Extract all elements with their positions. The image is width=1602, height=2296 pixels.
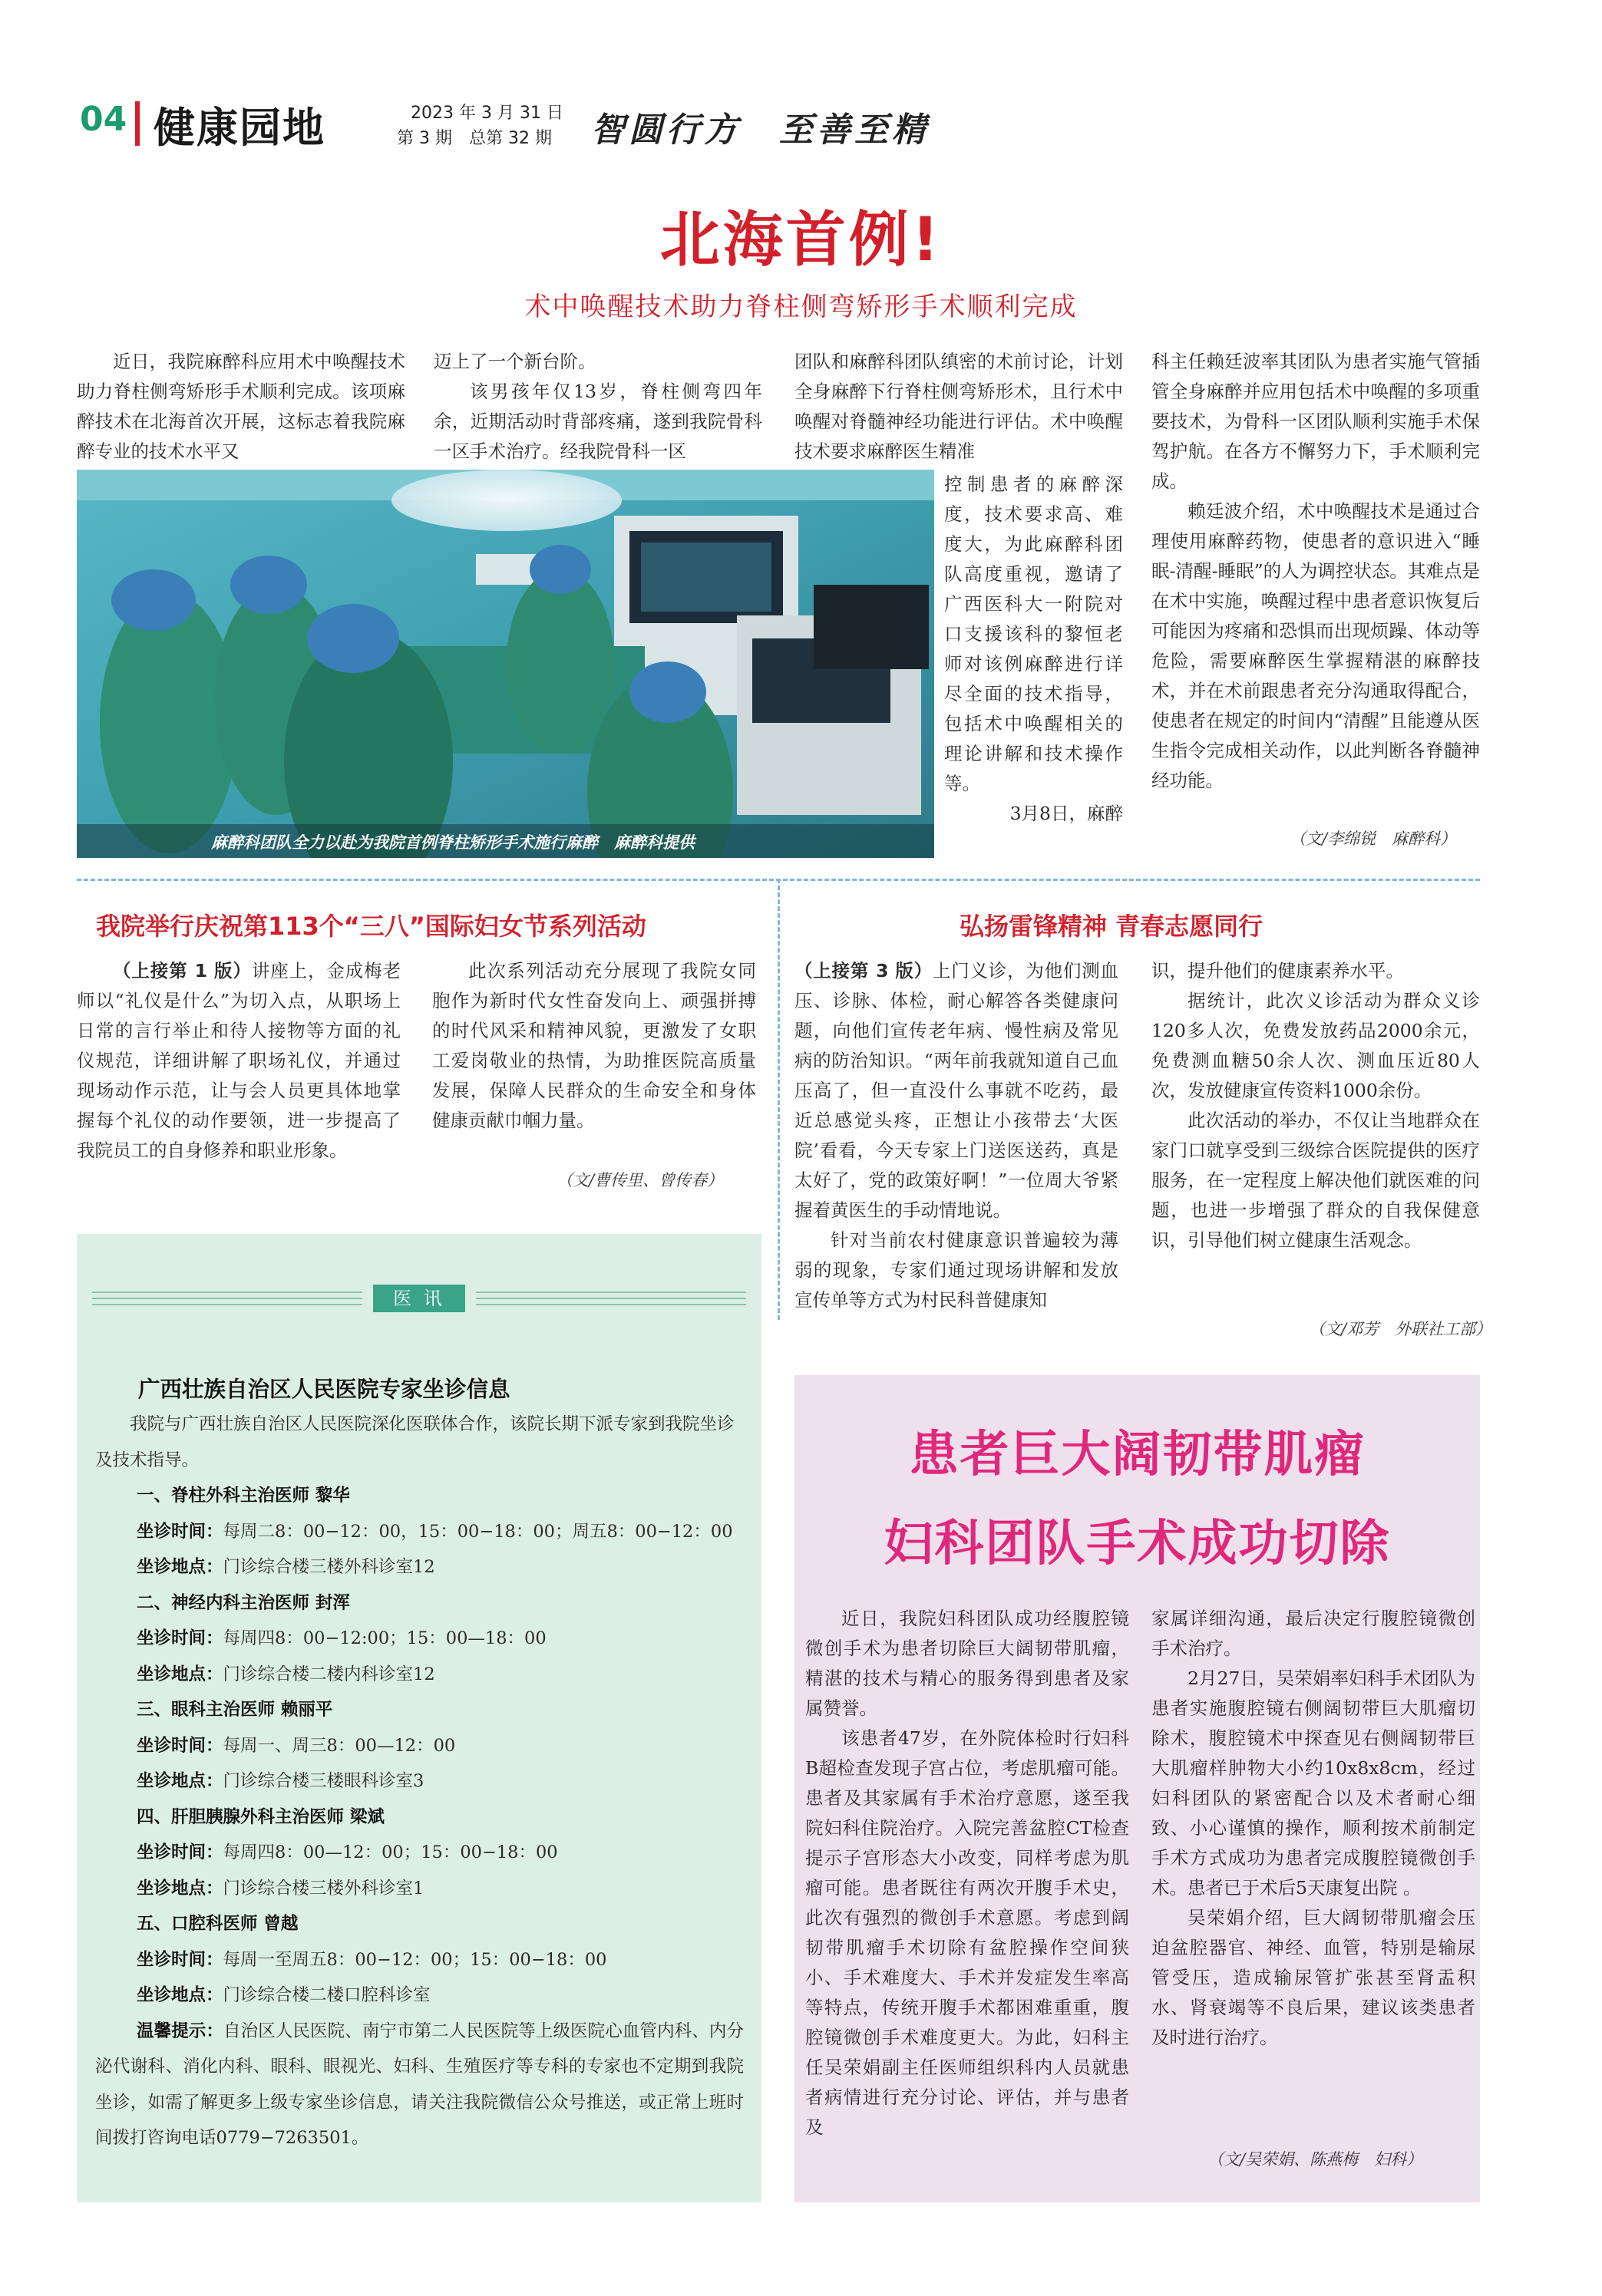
page-number: 04 <box>80 100 127 139</box>
feature-kicker: 北海首例! <box>659 206 943 275</box>
expert-list <box>95 1478 744 2014</box>
feature-subtitle: 术中唤醒技术助力脊柱侧弯矫形手术顺利完成 <box>524 292 1078 322</box>
feature-credit: （文/李绵锐 麻醉科） <box>1290 830 1457 848</box>
tumor-col-2: 家属详细沟通，最后决定行腹腔镜微创手术治疗。 2月27日，吴荣娟率妇科手术团队为患者实施腹腔镜右侧阔韧带巨大肌瘤切除术，腹腔镜术中探查见右侧阔韧带巨大肌瘤样肿物大小约10x8x8cm，经过妇科团队的紧密配合以及术者耐心细致、小心谨慎的操作，顺利按术前制定手术方式成功为患者完成腹腔镜微创手术。患者已于术后5天康复出院 。 吴荣娟介绍，巨大阔韧带肌瘤会压迫盆腔器官、神经、血管，特别是输尿管受压，造成输尿管扩张甚至肾盂积水、肾衰竭等不良后果，建议该类患者及时进行治疗。 <box>1151 1608 1475 2048</box>
expert-item: 一、脊柱外科主治医师 黎华 坐诊时间：每周二8：00−12：00，15：00−18：00；周五8：00−12：00 坐诊地点：门诊综合楼三楼外科诊室12 <box>137 1486 733 1577</box>
womens-day-col-1: （上接第 1 版）讲座上，金成梅老师以“礼仪是什么”为切入点，从职场上日常的言行举止和待人接物等方面的礼仪规范，详细讲解了职场礼仪，并通过现场动作示范，让与会人员更具体地掌握每个礼仪的动作要领，进一步提高了我院员工的自身修养和职业形象。 <box>77 960 401 1161</box>
clinic-notice-box <box>77 1234 761 2202</box>
clinic-tip: 温馨提示：自治区人民医院、南宁市第二人民医院等上级医院心血管内科、内分泌代谢科、消化内科、眼科、眼视光、妇科、生殖医疗等专科的专家也不定期到我院坐诊，如需了解更多上级专家坐诊信息，请关注我院微信公众号推送，或正常上班时间拨打咨询电话0779−7263501。 <box>95 2021 744 2148</box>
masthead-divider <box>135 101 140 146</box>
feature-col-3b: 控制患者的麻醉深度，技术要求高、难度大，为此麻醉科团队高度重视，邀请了广西医科大一附院对口支援该科的黎恒老师对该例麻醉进行详尽全面的技术指导，包括术中唤醒相关的理论讲解和技术操作等。 3月8日，麻醉 <box>944 473 1123 824</box>
womens-day-credit: （文/曹传里、曾传春） <box>557 1171 724 1189</box>
womens-day-title: 我院举行庆祝第113个“三八”国际妇女节系列活动 <box>96 912 646 941</box>
tumor-credit: （文/吴荣娟、陈燕梅 妇科） <box>1207 2150 1423 2169</box>
clinic-body <box>95 1407 744 2156</box>
feature-col-2: 迈上了一个新台阶。 该男孩年仅13岁，脊柱侧弯四年余，近期活动时背部疼痛，遂到我院骨科一区手术治疗。经我院骨科一区 <box>434 351 762 462</box>
issue-number: 第 3 期 总第 32 期 <box>397 129 552 148</box>
tumor-article-box <box>794 1375 1480 2202</box>
tumor-title-line-1: 患者巨大阔韧带肌瘤 <box>909 1427 1366 1483</box>
column-divider <box>778 879 780 1320</box>
masthead <box>0 0 1602 169</box>
photo-caption: 麻醉科团队全力以赴为我院首例脊柱矫形手术施行麻醉 麻醉科提供 <box>211 833 695 852</box>
volunteer-col-2: 识，提升他们的健康素养水平。 据统计，此次义诊活动为群众义诊120多人次，免费发放药品2000余元，免费测血糖50余人次、测血压近80人次，发放健康宣传资料1000余份。 此次活动的举办，不仅让当地群众在家门口就享受到三级综合医院提供的医疗服务，在一定程度上解决他们就医难的问题，也进一步增强了群众的自我保健意识，引导他们树立健康生活观念。 <box>1151 960 1480 1251</box>
clinic-title: 广西壮族自治区人民医院专家坐诊信息 <box>138 1377 510 1402</box>
clinic-intro: 我院与广西壮族自治区人民医院深化医联体合作，该院长期下派专家到我院坐诊及技术指导。 <box>95 1414 735 1470</box>
expert-item: 二、神经内科主治医师 封浑 坐诊时间：每周四8：00−12:00；15：00—18：00 坐诊地点：门诊综合楼二楼内科诊室12 <box>137 1592 547 1684</box>
expert-item: 五、口腔科医师 曾越 坐诊时间：每周一至周五8：00−12：00；15：00−18：00 坐诊地点：门诊综合楼二楼口腔科诊室 <box>137 1914 607 2005</box>
expert-item: 三、眼科主治医师 赖丽平 坐诊时间：每周一、周三8：00—12：00 坐诊地点：门诊综合楼三楼眼科诊室3 <box>137 1700 456 1791</box>
volunteer-title: 弘扬雷锋精神 青春志愿同行 <box>960 912 1263 941</box>
volunteer-credit: （文/邓芳 外联社工部） <box>1309 1320 1492 1338</box>
section-name: 健康园地 <box>154 103 325 152</box>
expert-item: 四、肝胆胰腺外科主治医师 梁斌 坐诊时间：每周四8：00—12：00；15：00−18：00 坐诊地点：门诊综合楼三楼外科诊室1 <box>137 1806 558 1898</box>
continued-from-label: （上接第 1 版） <box>113 960 252 981</box>
clinic-badge: 医 讯 <box>373 1285 465 1312</box>
feature-col-1: 近日，我院麻醉科应用术中唤醒技术助力脊柱侧弯矫形手术顺利完成。该项麻醉技术在北海首次开展，这标志着我院麻醉专业的技术水平又 <box>77 351 405 462</box>
feature-col-4: 科主任赖廷波率其团队为患者实施气管插管全身麻醉并应用包括术中唤醒的多项重要技术，为骨科一区团队顺利实施手术保驾护航。在各方不懈努力下，手术顺利完成。 赖廷波介绍，术中唤醒技术是通过合理使用麻醉药物，使患者的意识进入“睡眠-清醒-睡眠”的人为调控状态。其难点是在术中实施，唤醒过程中患者意识恢复后可能因为疼痛和恐惧而出现烦躁、体动等危险，需要麻醉医生掌握精湛的麻醉技术，并在术前跟患者充分沟通取得配合，使患者在规定的时间内“清醒”且能遵从医生指令完成相关动作，以此判断各脊髓神经功能。 <box>1151 351 1480 791</box>
issue-date: 2023 年 3 月 31 日 <box>411 104 563 123</box>
surgery-photo <box>77 470 934 858</box>
tumor-title-line-2: 妇科团队手术成功切除 <box>884 1516 1391 1572</box>
continued-from-label: （上接第 3 版） <box>794 960 933 981</box>
volunteer-col-1: （上接第 3 版）上门义诊，为他们测血压、诊脉、体检，耐心解答各类健康问题，向他们宣传老年病、慢性病及常见病的防治知识。“两年前我就知道自己血压高了，但一直没什么事就不吃药，最近总感觉头疼，正想让小孩带去‘大医院’看看，今天专家上门送医送药，真是太好了，党的政策好啊！”一位周大爷紧握着黄医生的手动情地说。 针对当前农村健康意识普遍较为薄弱的现象，专家们通过现场讲解和发放宣传单等方式为村民科普健康知 <box>794 960 1118 1311</box>
hospital-motto: 智圆行方 至善至精 <box>591 111 930 150</box>
womens-day-col-2: 此次系列活动充分展现了我院女同胞作为新时代女性奋发向上、顽强拼搏的时代风采和精神风貌，更激发了女职工爱岗敬业的热情，为助推医院高质量发展，保障人民群众的生命安全和身体健康贡献巾帼力量。 <box>432 960 756 1131</box>
feature-col-3a: 团队和麻醉科团队缜密的术前讨论，计划全身麻醉下行脊柱侧弯矫形术，且行术中唤醒对脊髓神经功能进行评估。术中唤醒技术要求麻醉医生精准 <box>794 351 1123 462</box>
tumor-col-1: 近日，我院妇科团队成功经腹腔镜微创手术为患者切除巨大阔韧带肌瘤，精湛的技术与精心的服务得到患者及家属赞誉。 该患者47岁，在外院体检时行妇科B超检查发现子宫占位，考虑肌瘤可能。患者及其家属有手术治疗意愿，遂至我院妇科住院治疗。入院完善盆腔CT检查提示子宫形态大小改变，同样考虑为肌瘤可能。患者既往有两次开腹手术史，此次有强烈的微创手术意愿。考虑到阔韧带肌瘤手术切除有盆腔操作空间狭小、手术难度大、手术并发症发生率高等特点，传统开腹手术都困难重重，腹腔镜微创手术难度更大。为此，妇科主任吴荣娟副主任医师组织科内人员就患者病情进行充分讨论、评估，并与患者及 <box>805 1608 1129 2138</box>
operating-room-image <box>77 470 934 858</box>
